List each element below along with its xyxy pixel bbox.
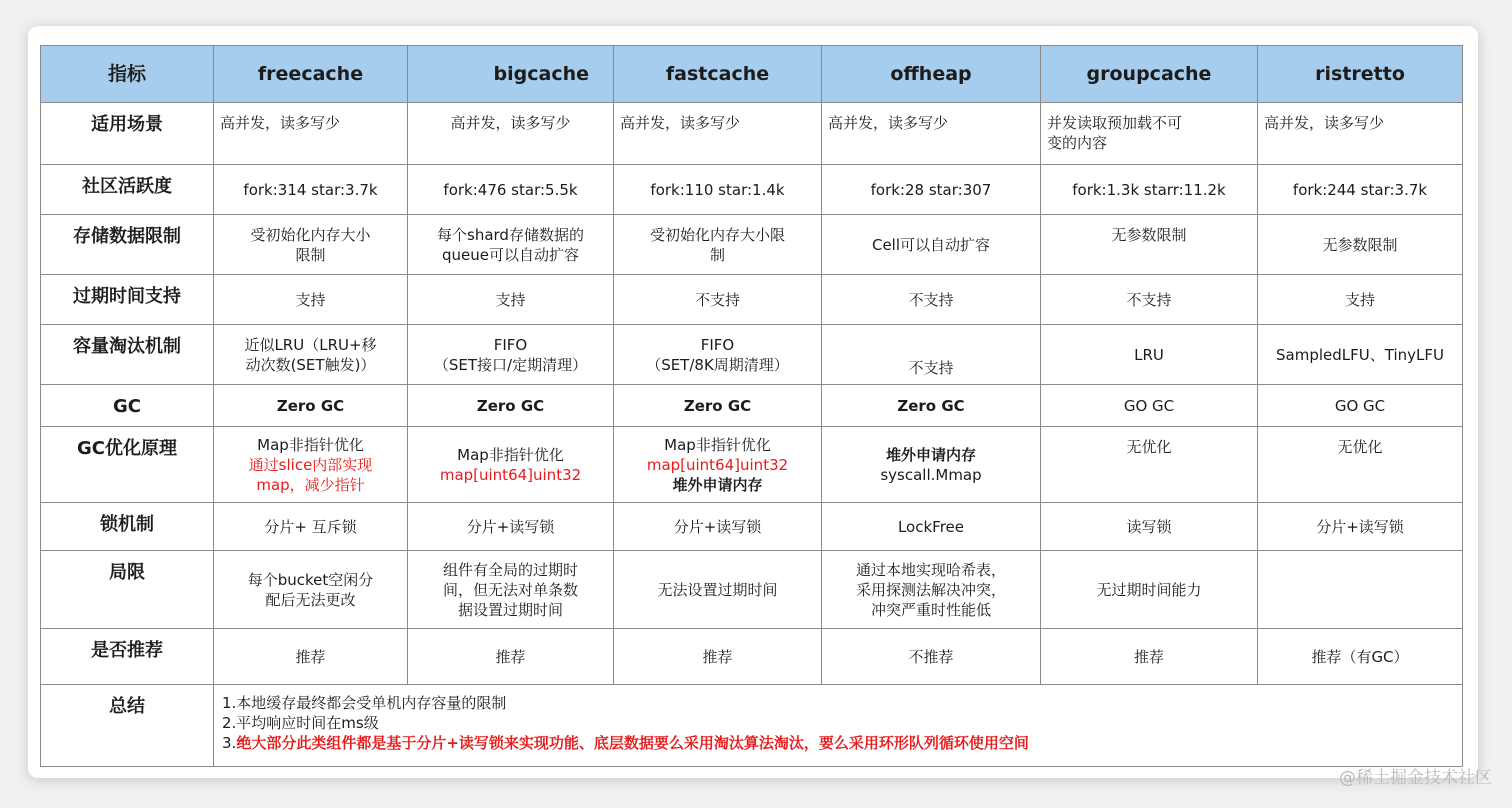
row-label: 适用场景 — [41, 103, 214, 165]
table-cell: Map非指针优化 通过slice内部实现 map，减少指针 — [214, 427, 408, 503]
table-cell: 受初始化内存大小 限制 — [214, 215, 408, 275]
table-cell: Zero GC — [614, 385, 822, 427]
table-cell — [1258, 551, 1463, 629]
row-label: 社区活跃度 — [41, 165, 214, 215]
summary-line-1: 1.本地缓存最终都会受单机内存容量的限制 — [222, 694, 507, 712]
table-cell: 无优化 — [1258, 427, 1463, 503]
table-cell: 不支持 — [1041, 275, 1258, 325]
table-cell: fork:314 star:3.7k — [214, 165, 408, 215]
header-groupcache: groupcache — [1041, 46, 1258, 103]
table-row — [41, 629, 1463, 685]
table-cell: 无优化 — [1041, 427, 1258, 503]
table-cell: 高并发，读多写少 — [822, 103, 1041, 165]
row-label: GC优化原理 — [41, 427, 214, 503]
table-cell: 支持 — [408, 275, 614, 325]
table-cell: 通过本地实现哈希表， 采用探测法解决冲突， 冲突严重时性能低 — [822, 551, 1041, 629]
table-row — [41, 427, 1463, 503]
table-cell: fork:110 star:1.4k — [614, 165, 822, 215]
table-cell: 不支持 — [822, 275, 1041, 325]
table-cell: fork:244 star:3.7k — [1258, 165, 1463, 215]
summary-cell — [214, 685, 1463, 767]
table-cell: GO GC — [1258, 385, 1463, 427]
table-cell: 每个bucket空闲分 配后无法更改 — [214, 551, 408, 629]
table-cell: GO GC — [1041, 385, 1258, 427]
table-cell: 分片+读写锁 — [408, 503, 614, 551]
summary-label: 总结 — [41, 685, 214, 767]
table-row — [41, 165, 1463, 215]
header-freecache: freecache — [214, 46, 408, 103]
table-cell: SampledLFU、TinyLFU — [1258, 325, 1463, 385]
table-cell: 受初始化内存大小限 制 — [614, 215, 822, 275]
table-cell: 并发读取预加载不可 变的内容 — [1041, 103, 1258, 165]
table-cell: Zero GC — [214, 385, 408, 427]
header-offheap: offheap — [822, 46, 1041, 103]
row-label: 容量淘汰机制 — [41, 325, 214, 385]
table-cell: 推荐（有GC） — [1258, 629, 1463, 685]
table-cell: 无参数限制 — [1258, 215, 1463, 275]
table-cell: 分片+ 互斥锁 — [214, 503, 408, 551]
table-cell: fork:1.3k starr:11.2k — [1041, 165, 1258, 215]
table-row — [41, 275, 1463, 325]
table-row — [41, 215, 1463, 275]
table-row — [41, 551, 1463, 629]
table-cell: 高并发，读多写少 — [214, 103, 408, 165]
table-cell: FIFO （SET/8K周期清理） — [614, 325, 822, 385]
table-cell: Map非指针优化 map[uint64]uint32 — [408, 427, 614, 503]
summary-row — [41, 685, 1463, 767]
table-cell: 组件有全局的过期时 间，但无法对单条数 据设置过期时间 — [408, 551, 614, 629]
table-cell: 推荐 — [1041, 629, 1258, 685]
table-cell: 推荐 — [614, 629, 822, 685]
table-cell: 推荐 — [214, 629, 408, 685]
row-label: 过期时间支持 — [41, 275, 214, 325]
table-row — [41, 103, 1463, 165]
table-row — [41, 325, 1463, 385]
table-cell: 不推荐 — [822, 629, 1041, 685]
row-label: GC — [41, 385, 214, 427]
row-label: 是否推荐 — [41, 629, 214, 685]
table-cell: 堆外申请内存 syscall.Mmap — [822, 427, 1041, 503]
table-cell: 分片+读写锁 — [1258, 503, 1463, 551]
row-label: 局限 — [41, 551, 214, 629]
row-label: 存储数据限制 — [41, 215, 214, 275]
table-cell: 支持 — [1258, 275, 1463, 325]
row-label: 锁机制 — [41, 503, 214, 551]
table-cell: 推荐 — [408, 629, 614, 685]
table-cell: 高并发，读多写少 — [1258, 103, 1463, 165]
summary-line-3: 3.绝大部分此类组件都是基于分片+读写锁来实现功能、底层数据要么采用淘汰算法淘汰，要么采用环形队列循环使用空间 — [222, 734, 1029, 752]
table-row — [41, 503, 1463, 551]
table-cell: 无过期时间能力 — [1041, 551, 1258, 629]
table-cell: Zero GC — [408, 385, 614, 427]
header-bigcache: bigcache — [408, 46, 614, 103]
table-cell: LRU — [1041, 325, 1258, 385]
table-cell: Map非指针优化 map[uint64]uint32 堆外申请内存 — [614, 427, 822, 503]
table-cell: 近似LRU（LRU+移 动次数(SET触发)） — [214, 325, 408, 385]
header-ristretto: ristretto — [1258, 46, 1463, 103]
table-cell: Cell可以自动扩容 — [822, 215, 1041, 275]
table-cell: 分片+读写锁 — [614, 503, 822, 551]
table-cell: 读写锁 — [1041, 503, 1258, 551]
table-cell: 不支持 — [614, 275, 822, 325]
table-cell: 无法设置过期时间 — [614, 551, 822, 629]
comparison-table — [40, 45, 1463, 767]
header-fastcache: fastcache — [614, 46, 822, 103]
table-cell: fork:476 star:5.5k — [408, 165, 614, 215]
table-cell: 不支持 — [822, 325, 1041, 385]
table-cell: 每个shard存储数据的 queue可以自动扩容 — [408, 215, 614, 275]
table-cell: 无参数限制 — [1041, 215, 1258, 275]
table-cell: 高并发，读多写少 — [614, 103, 822, 165]
summary-line-2: 2.平均响应时间在ms级 — [222, 714, 379, 732]
table-cell: 支持 — [214, 275, 408, 325]
watermark: @稀土掘金技术社区 — [1339, 768, 1492, 788]
table-row — [41, 385, 1463, 427]
header-row — [41, 46, 1463, 103]
table-cell: fork:28 star:307 — [822, 165, 1041, 215]
table-cell: LockFree — [822, 503, 1041, 551]
table-cell: Zero GC — [822, 385, 1041, 427]
table-cell: 高并发，读多写少 — [408, 103, 614, 165]
table-cell: FIFO （SET接口/定期清理） — [408, 325, 614, 385]
header-metric: 指标 — [41, 46, 214, 103]
